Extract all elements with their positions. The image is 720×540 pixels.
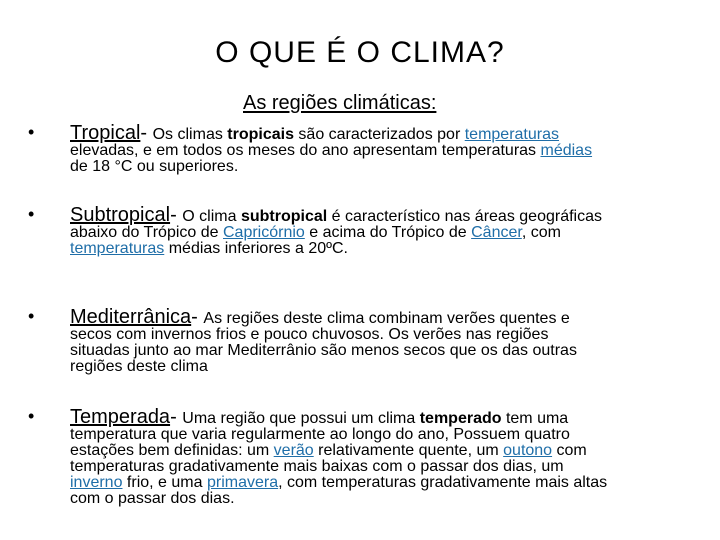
- text-run: Os climas: [152, 126, 228, 143]
- bullet: •: [28, 122, 35, 142]
- body-line: [70, 443, 680, 459]
- slide-title: O QUE É O CLIMA?: [215, 36, 505, 69]
- body-line: de 18 °C ou superiores.: [70, 158, 239, 175]
- text-run: é característico nas áreas geográficas: [327, 208, 602, 225]
- link-temperaturas[interactable]: temperaturas: [464, 126, 559, 143]
- link-medias[interactable]: médias: [540, 142, 593, 159]
- text-run: médias inferiores a 20ºC.: [164, 240, 348, 257]
- link-cancer[interactable]: Câncer: [471, 224, 522, 241]
- term-tropical: Tropical: [70, 122, 141, 144]
- bold-term: tropicais: [227, 126, 294, 143]
- text-run: são caracterizados por: [293, 126, 465, 143]
- text-run: , com temperaturas gradativamente mais altas: [278, 474, 608, 491]
- body-line: regiões deste clima: [70, 358, 208, 375]
- item-body: [70, 143, 680, 175]
- body-line: [70, 143, 680, 159]
- link-verao[interactable]: verão: [273, 442, 314, 459]
- bold-term: temperado: [419, 410, 502, 427]
- text-run: tem uma: [501, 410, 569, 427]
- term-dash: -: [170, 204, 183, 226]
- text-run: abaixo do Trópico de: [70, 224, 223, 241]
- term-dash: -: [170, 406, 183, 428]
- bold-term: subtropical: [240, 208, 328, 225]
- body-line: temperatura que varia regularmente ao longo do ano, Possuem quatro: [70, 426, 570, 443]
- text-run: Uma região que possui um clima: [182, 410, 420, 427]
- link-primavera[interactable]: primavera: [206, 474, 279, 491]
- item-body: [70, 327, 680, 375]
- text-run: com: [552, 442, 587, 459]
- term-subtropical: Subtropical: [70, 204, 171, 226]
- body-line: situadas junto ao mar Mediterrânio são menos secos que os das outras: [70, 342, 577, 359]
- body-line: temperaturas gradativamente mais baixas com o passar dos dias, um: [70, 458, 564, 475]
- text-run: estações bem definidas: um: [70, 442, 274, 459]
- term-dash: -: [191, 306, 204, 328]
- body-line: [70, 241, 680, 257]
- link-temperaturas[interactable]: temperaturas: [70, 240, 165, 257]
- bullet: •: [28, 406, 35, 426]
- link-capricornio[interactable]: Capricórnio: [223, 224, 305, 241]
- body-line: [70, 225, 680, 241]
- text-run: elevadas, e em todos os meses do ano apresentam temperaturas: [70, 142, 541, 159]
- text-run: e acima do Trópico de: [304, 224, 472, 241]
- line-text: [153, 126, 559, 143]
- text-run: O clima: [182, 208, 241, 225]
- item-body: [70, 225, 680, 257]
- line-text: As regiões deste clima combinam verões quentes e: [203, 310, 570, 327]
- text-run: , com: [521, 224, 561, 241]
- term-temperada: Temperada: [70, 406, 171, 428]
- slide-subtitle: As regiões climáticas:: [243, 92, 437, 114]
- term-mediterranica: Mediterrânica: [70, 306, 192, 328]
- body-line: com o passar dos dias.: [70, 490, 235, 507]
- body-line: secos com invernos frios e pouco chuvosos. Os verões nas regiões: [70, 326, 549, 343]
- text-run: frio, e uma: [122, 474, 207, 491]
- line-text: [182, 410, 568, 427]
- body-line: [70, 475, 680, 491]
- bullet: •: [28, 306, 35, 326]
- link-outono[interactable]: outono: [503, 442, 553, 459]
- term-dash: -: [140, 122, 153, 144]
- bullet: •: [28, 204, 35, 224]
- line-text: [182, 208, 602, 225]
- text-run: relativamente quente, um: [313, 442, 504, 459]
- item-body: [70, 427, 680, 507]
- link-inverno[interactable]: inverno: [70, 474, 123, 491]
